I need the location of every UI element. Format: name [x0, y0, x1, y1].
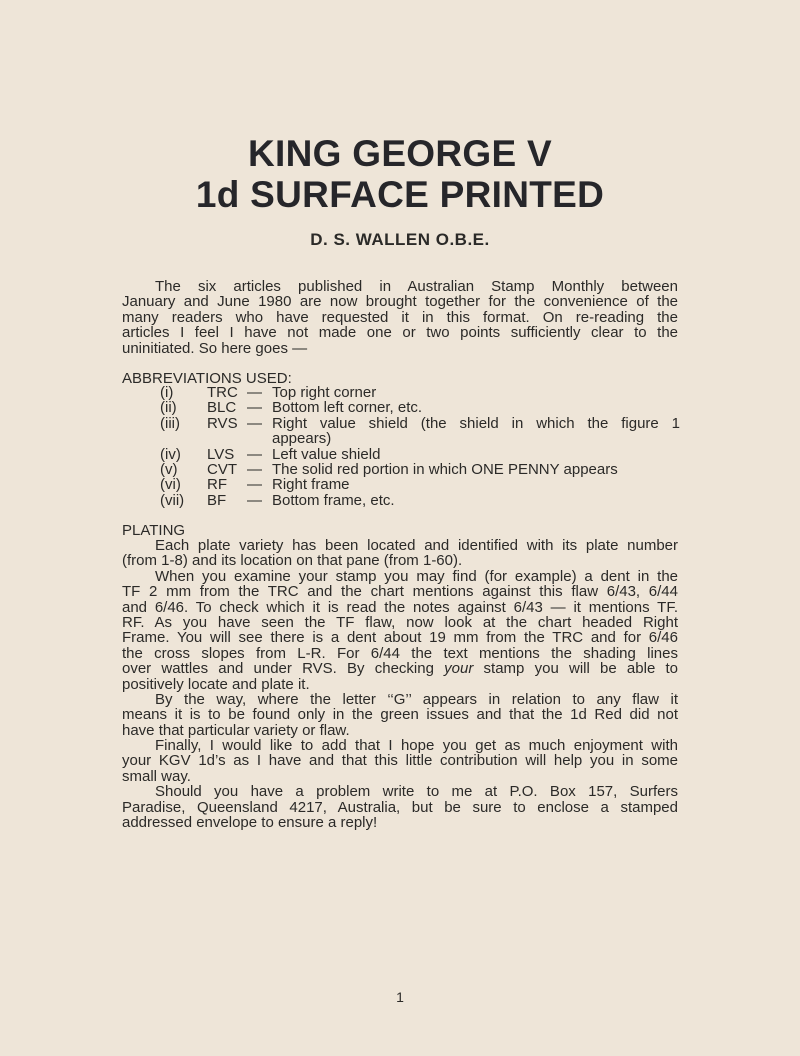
abbreviation-number: (vii)	[160, 491, 185, 509]
text-line: Paradise, Queensland 4217, Australia, but be sure to enclose a stamped	[122, 798, 678, 816]
abbreviation-item	[160, 447, 680, 462]
abbreviation-code: BLC	[207, 399, 237, 417]
text-segment: over wattles and under RVS. By checking	[122, 660, 445, 678]
page-number: 1	[396, 989, 404, 1005]
abbreviation-dash: —	[247, 399, 262, 417]
text-line: the cross slopes from L-R. For 6/44 the text mentions the shading lines	[122, 644, 678, 662]
text-segment: stamp you will be able to	[473, 660, 679, 678]
text-line: Frame. You will see there is a dent about 19 mm from the TRC and for 6/46	[122, 629, 678, 647]
abbreviation-dash: —	[247, 460, 262, 478]
text-line: positively locate and plate it.	[122, 675, 310, 693]
abbreviation-item	[160, 493, 680, 508]
text-line: Finally, I would like to add that I hope you get as much enjoyment with	[155, 737, 678, 755]
intro-paragraph	[122, 279, 678, 356]
text-line: TF 2 mm from the TRC and the chart mentions against this flaw 6/43, 6/44	[122, 583, 678, 601]
abbreviation-text: The solid red portion in which ONE PENNY appears	[272, 460, 618, 478]
title-line-2: 1d SURFACE PRINTED	[195, 174, 605, 215]
text-line: RF. As you have seen the TF flaw, now look at the chart headed Right	[122, 613, 678, 631]
abbreviation-text: Right value shield (the shield in which the figure 1	[272, 414, 680, 432]
abbreviation-number: (v)	[160, 460, 178, 478]
abbreviations-heading: ABBREVIATIONS USED:	[122, 370, 292, 387]
author: D. S. WALLEN O.B.E.	[310, 230, 490, 249]
abbreviation-text: Bottom left corner, etc.	[272, 399, 423, 417]
abbreviation-number: (ii)	[160, 399, 177, 417]
text-line: uninitiated. So here goes —	[122, 339, 308, 357]
text-line: (from 1-8) and its location on that pane (from 1-60).	[122, 552, 463, 570]
text-line: have that particular variety or flaw.	[122, 721, 350, 739]
abbreviation-item	[160, 385, 680, 400]
text-line: articles I feel I have not made one or two points sufficiently clear to the	[122, 324, 678, 342]
abbreviation-item	[160, 462, 680, 477]
abbreviation-item	[160, 477, 680, 492]
abbreviation-dash: —	[247, 491, 262, 509]
plating-paragraph	[122, 569, 678, 692]
text-line: your KGV 1d’s as I have and that this little contribution will help you in some	[122, 752, 678, 770]
text-line	[122, 661, 678, 676]
text-line: When you examine your stamp you may find (for example) a dent in the	[155, 567, 678, 585]
abbreviation-code: RF	[207, 476, 227, 494]
text-line: By the way, where the letter ‘‘G’’ appears in relation to any flaw it	[155, 690, 678, 708]
abbreviation-item	[160, 416, 680, 431]
text-line: Each plate variety has been located and identified with its plate number	[155, 537, 678, 554]
text-line: Should you have a problem write to me at P.O. Box 157, Surfers	[155, 783, 678, 801]
abbreviation-text: Top right corner	[272, 384, 377, 401]
plating-paragraph	[122, 538, 678, 569]
title-line-1: KING GEORGE V	[247, 133, 553, 174]
abbreviation-code: LVS	[207, 445, 235, 463]
abbreviations-list	[160, 385, 680, 508]
text-line: addressed envelope to ensure a reply!	[122, 814, 378, 832]
plating-paragraph	[122, 738, 678, 784]
abbreviation-code: CVT	[207, 460, 237, 478]
abbreviation-text: Bottom frame, etc.	[272, 491, 395, 509]
abbreviation-code: TRC	[207, 384, 238, 401]
abbreviation-dash: —	[247, 414, 262, 432]
text-line: The six articles published in Australian Stamp Monthly between	[155, 278, 678, 295]
abbreviation-code: BF	[207, 491, 227, 509]
plating-paragraph	[122, 692, 678, 738]
abbreviation-number: (iii)	[160, 414, 180, 432]
text-line: small way.	[122, 767, 191, 785]
plating-paragraph	[122, 784, 678, 830]
text-line: means it is to be found only in the green issues and that the 1d Red did not	[122, 706, 678, 724]
text-line: January and June 1980 are now brought together for the convenience of the	[122, 293, 678, 311]
abbreviation-code: RVS	[207, 414, 238, 432]
abbreviation-number: (iv)	[160, 445, 181, 463]
abbreviation-dash: —	[247, 476, 262, 494]
abbreviation-number: (i)	[160, 384, 174, 401]
text-segment: your	[444, 660, 474, 678]
abbreviation-item	[160, 400, 680, 415]
plating-section	[122, 538, 678, 830]
text-line: many readers who have requested it in this format. On re-reading the	[122, 308, 678, 326]
abbreviation-text: appears)	[272, 430, 332, 448]
abbreviation-text: Right frame	[272, 476, 350, 494]
abbreviation-text: Left value shield	[272, 445, 381, 463]
abbreviation-dash: —	[247, 445, 262, 463]
abbreviation-number: (vi)	[160, 476, 181, 494]
abbreviation-continuation	[160, 431, 680, 446]
plating-heading: PLATING	[122, 522, 186, 539]
abbreviation-dash: —	[247, 384, 262, 401]
text-line: and 6/46. To check which it is read the notes against 6/43 — it mentions TF.	[122, 598, 678, 616]
